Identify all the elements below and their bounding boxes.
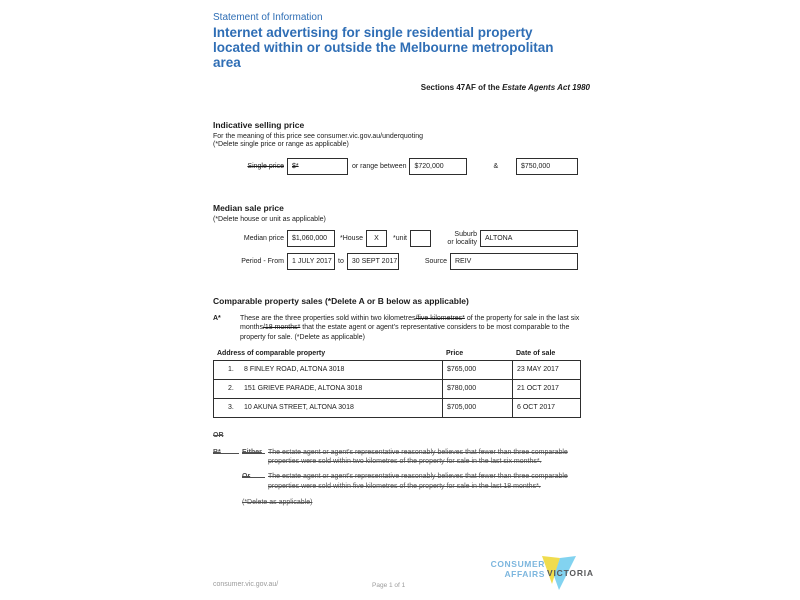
source-label: Source: [424, 258, 447, 266]
option-a-struck-seg1: /five kilometres*: [415, 315, 465, 323]
period-from-label: Period - From: [241, 258, 284, 266]
date-column-header: Date of sale: [516, 349, 556, 357]
option-b-label: B*: [213, 448, 242, 467]
median-price-field[interactable]: $1,060,000: [287, 230, 335, 247]
house-checkbox-field[interactable]: X: [366, 230, 387, 247]
suburb-field[interactable]: ALTONA: [480, 230, 578, 247]
comparable-table-header: [213, 350, 590, 357]
address-cell: [214, 360, 443, 379]
suburb-label: [447, 231, 480, 246]
price-cell: $765,000: [443, 360, 513, 379]
act-name: Estate Agents Act 1980: [502, 83, 590, 93]
row-number: 1.: [228, 366, 234, 374]
logo-victoria-text: VICTORIA: [547, 568, 594, 578]
row-number: 3.: [228, 404, 234, 412]
page-title-line: located within or outside the Melbourne metropolitan: [213, 40, 554, 56]
address-value: 10 AKUNA STREET, ALTONA 3018: [244, 404, 354, 412]
comparable-sales-heading: Comparable property sales (*Delete A or B below as applicable): [213, 296, 469, 307]
date-cell: 21 OCT 2017: [513, 379, 581, 398]
median-price-label: Median price: [243, 235, 284, 243]
price-cell: $780,000: [443, 379, 513, 398]
range-between-label: or range between: [352, 163, 407, 171]
period-from-field[interactable]: 1 JULY 2017: [287, 253, 335, 270]
option-a-seg2: of the property for sale in the last six months: [240, 315, 580, 332]
document-subtitle: Statement of Information: [213, 12, 323, 23]
page-title-line: Internet advertising for single residential property: [213, 25, 533, 40]
single-price-field[interactable]: $*: [287, 158, 348, 175]
option-b-or-label: Or: [242, 472, 268, 491]
unit-label: *unit: [392, 235, 407, 243]
option-b-either-label: Either: [242, 448, 268, 467]
unit-checkbox-field[interactable]: [410, 230, 431, 247]
address-cell: [214, 379, 443, 398]
date-cell: 6 OCT 2017: [513, 398, 581, 417]
median-price-row: [213, 230, 590, 247]
document-content: [213, 12, 590, 506]
option-b-indent-spacer: [213, 472, 242, 491]
footer-page-number: Page 1 of 1: [372, 582, 406, 589]
comparable-sales-table: [213, 360, 581, 418]
option-b-either-text: The estate agent or agent's representative reasonably believes that fewer than three comparable properties were sold within two kilometres of the property for sale in the last six months*.: [268, 448, 568, 466]
median-period-row: [213, 253, 590, 270]
act-reference-prefix: Sections 47AF of the: [420, 83, 503, 93]
page-title-line: area: [213, 55, 241, 71]
range-to-field[interactable]: $750,000: [516, 158, 578, 175]
indicative-price-heading: Indicative selling price: [213, 120, 305, 131]
page-title: [213, 25, 590, 70]
table-row: [214, 379, 581, 398]
address-value: 8 FINLEY ROAD, ALTONA 3018: [244, 366, 345, 374]
option-a-seg1: These are the three properties sold within two kilometres: [240, 315, 416, 323]
footer-url: consumer.vic.gov.au/: [213, 581, 279, 588]
option-b-or-text: The estate agent or agent's representative reasonably believes that fewer than three comparable properties were sold within five kilometres of the property for sale in the last 18 months*.: [268, 473, 568, 490]
single-price-label: Single price: [247, 163, 284, 171]
house-label: *House: [340, 235, 363, 243]
option-a-text: [240, 314, 590, 341]
source-field[interactable]: REIV: [450, 253, 578, 270]
logo-affairs-text: AFFAIRS: [504, 569, 545, 580]
indicative-price-delete-note: (*Delete single price or range as applicable): [213, 141, 349, 149]
period-to-field[interactable]: 30 SEPT 2017: [347, 253, 399, 270]
median-price-heading: Median sale price: [213, 203, 284, 214]
logo-consumer-text: CONSUMER: [490, 559, 545, 569]
option-b-either-paragraph: [213, 448, 590, 467]
table-row: [214, 360, 581, 379]
consumer-affairs-victoria-logo: [477, 556, 594, 594]
logo-consumer-affairs-text: [491, 559, 545, 579]
address-cell: [214, 398, 443, 417]
indicative-price-note: For the meaning of this price see consumer.vic.gov.au/underquoting: [213, 133, 423, 141]
date-cell: 23 MAY 2017: [513, 360, 581, 379]
option-a-paragraph: [213, 314, 590, 341]
ampersand-label: &: [493, 163, 499, 171]
price-cell: $705,000: [443, 398, 513, 417]
option-a-label: A*: [213, 315, 221, 323]
address-value: 151 GRIEVE PARADE, ALTONA 3018: [244, 385, 363, 393]
period-to-label: to: [338, 258, 344, 266]
address-column-header: Address of comparable property: [217, 349, 326, 357]
option-b-delete-note: (*Delete as applicable): [242, 499, 313, 507]
row-number: 2.: [228, 385, 234, 393]
price-column-header: Price: [446, 349, 464, 357]
act-reference: [213, 83, 590, 92]
table-row: [214, 398, 581, 417]
median-price-delete-note: (*Delete house or unit as applicable): [213, 216, 326, 224]
suburb-label-line1: Suburb: [454, 231, 477, 239]
or-separator-label: OR: [213, 431, 224, 439]
suburb-label-line2: or locality: [447, 238, 477, 246]
range-from-field[interactable]: $720,000: [409, 158, 467, 175]
single-price-row: [213, 158, 590, 175]
option-b-or-paragraph: [213, 472, 590, 491]
option-a-seg3: that the estate agent or agent's representative considers to be most comparable to the property for sale. (*Delete as applicable): [240, 324, 570, 341]
option-a-struck-seg2: /18 months*: [262, 324, 301, 332]
